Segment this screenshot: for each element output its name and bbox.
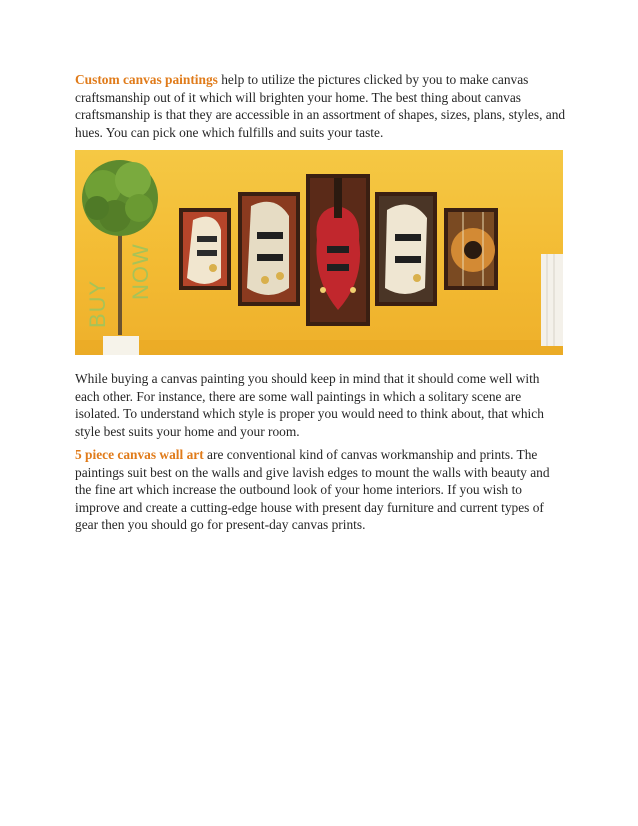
five-piece-paragraph	[75, 446, 567, 534]
canvas-panel-2	[238, 192, 300, 306]
canvas-panel-5	[444, 208, 498, 290]
guitar-canvas-banner	[75, 150, 563, 355]
canvas-panel-4	[375, 192, 437, 306]
now-word: NOW	[128, 243, 153, 300]
five-piece-canvas-wall-art-link[interactable]: 5 piece canvas wall art	[75, 447, 204, 462]
intro-paragraph	[75, 71, 567, 141]
canvas-panel-1	[179, 208, 231, 290]
buy-word: BUY	[85, 279, 110, 328]
canvas-panel-3	[306, 174, 370, 326]
buying-advice-paragraph	[75, 370, 567, 440]
custom-canvas-paintings-link[interactable]: Custom canvas paintings	[75, 72, 218, 87]
buying-advice-text: While buying a canvas painting you should keep in mind that it should come well with each other. For instance, there are some wall paintings in which a solitary scene are isolated. To understand which style is proper you would need to think about, that which style best suits your home and your room.	[75, 371, 544, 439]
intro-paragraph-text: help to utilize the pictures clicked by you to make canvas craftsmanship out of it which will brighten your home. The best thing about canvas craftsmanship is that they are accessible in an assortment of shapes, sizes, plans, styles, and hues. You can pick one which fulfills and suits your taste.	[75, 72, 566, 140]
banner-artwork	[75, 150, 563, 355]
radiator	[541, 254, 563, 346]
five-piece-paragraph-text: are conventional kind of canvas workmanship and prints. The paintings suit best on the walls and give lavish edges to mount the walls with beauty and the fine art which increase the outbound look of your home interiors. If you wish to improve and create a cutting-edge house with present day furniture and current types of gear then you should go for present-day canvas prints.	[75, 447, 550, 533]
